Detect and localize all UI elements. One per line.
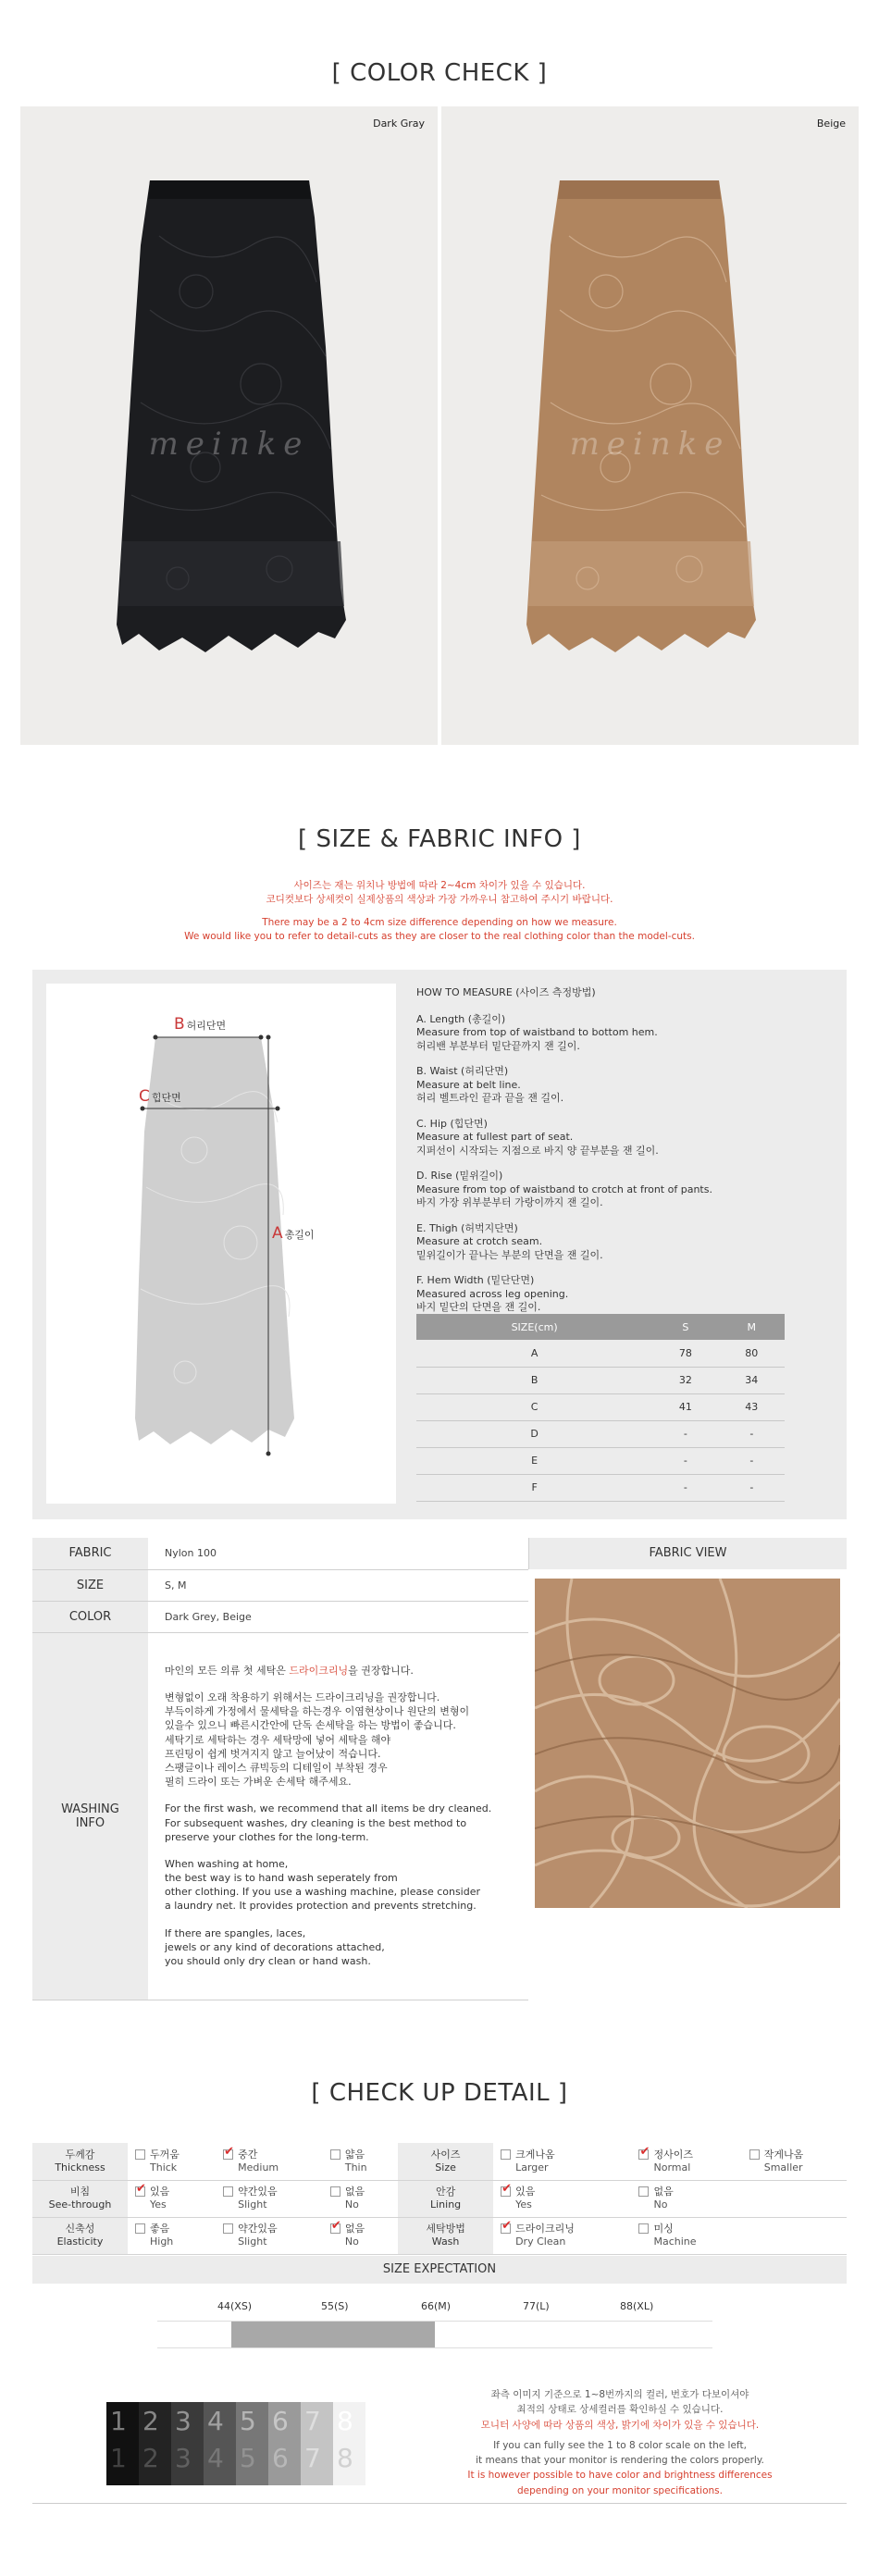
- wash-english-block-1: [165, 1802, 512, 1844]
- how-to-english: Measure at belt line.: [416, 1078, 521, 1091]
- option-en: Slight: [238, 2235, 267, 2248]
- how-to-heading: D. Rise (밑위길이): [416, 1170, 503, 1183]
- option-en: No: [653, 2198, 668, 2211]
- wash-en-line: For subsequent washes, dry cleaning is the best method to: [165, 1816, 467, 1829]
- wash-intro: [165, 1664, 512, 1678]
- color-check-panels: [20, 106, 859, 745]
- option-high: [128, 2217, 216, 2254]
- checkbox-icon: [223, 2223, 233, 2234]
- option-en: Thin: [344, 2161, 367, 2174]
- option-lining-no: [631, 2180, 741, 2217]
- how-to-english: Measure at crotch seam.: [416, 1235, 543, 1248]
- fabric-texture-illustration: [535, 1579, 840, 1908]
- how-to-item-hip: [416, 1118, 823, 1158]
- size-value: S, M: [148, 1569, 528, 1601]
- check-header-see-through: [32, 2180, 128, 2217]
- size-label-m: 66(M): [421, 2300, 452, 2312]
- scale-swatch-2: [139, 2402, 171, 2485]
- scale-digit: 6: [272, 2406, 289, 2436]
- empty-cell: [742, 2180, 847, 2217]
- checkbox-icon: [330, 2149, 340, 2160]
- scale-swatch-4: [204, 2402, 236, 2485]
- how-to-english: Measure at fullest part of seat.: [416, 1131, 574, 1144]
- color-row: [32, 1601, 528, 1632]
- how-to-item-hem: [416, 1274, 823, 1315]
- checked-checkbox-icon: [330, 2223, 340, 2234]
- table-row: [416, 1420, 785, 1447]
- table-cell: F: [416, 1474, 652, 1501]
- checkbox-icon: [501, 2149, 511, 2160]
- monitor-en-line: it means that your monitor is rendering the colors properly.: [476, 2455, 764, 2467]
- table-cell: 78: [652, 1340, 718, 1367]
- measure-text-b: 허리단면: [186, 1020, 227, 1032]
- wash-intro-a: 마인의 모든 의류 첫 세탁은: [165, 1664, 290, 1677]
- checkbox-icon: [330, 2186, 340, 2197]
- measure-label-a: [272, 1224, 315, 1243]
- check-header-ko: 두께감: [65, 2149, 95, 2161]
- table-cell: -: [719, 1474, 785, 1501]
- checked-checkbox-icon: [223, 2149, 233, 2160]
- scale-digit: 4: [207, 2406, 224, 2436]
- how-to-item-length: [416, 1013, 823, 1054]
- watermark-beige: meinke: [569, 426, 731, 463]
- wash-en-line: If there are spangles, laces,: [165, 1926, 306, 1939]
- table-row: [416, 1474, 785, 1501]
- notice-en-line-1: There may be a 2 to 4cm size difference depending on how we measure.: [262, 917, 617, 928]
- scale-swatch-3: [171, 2402, 204, 2485]
- option-slight: [216, 2217, 323, 2254]
- scale-digit: 1: [110, 2406, 127, 2436]
- washing-row: [32, 1632, 528, 2000]
- option-thin: [323, 2143, 398, 2180]
- washing-info-text: [148, 1632, 528, 2000]
- measure-label-c: [139, 1087, 181, 1106]
- check-header-en: See-through: [48, 2198, 112, 2211]
- option-normal: [631, 2143, 741, 2180]
- how-to-heading: B. Waist (허리단면): [416, 1065, 509, 1078]
- wash-english-block-2: [165, 1857, 512, 1913]
- option-ko: 약간있음: [238, 2186, 278, 2198]
- color-value: Dark Grey, Beige: [148, 1601, 528, 1632]
- check-header-size: [398, 2143, 493, 2180]
- option-no: [323, 2180, 398, 2217]
- option-dry-clean: [493, 2217, 631, 2254]
- monitor-ko-line: 좌측 이미지 기준으로 1~8번까지의 컬러, 번호가 다보이셔야: [490, 2389, 749, 2400]
- check-header-thickness: [32, 2143, 128, 2180]
- color-check-title: [ COLOR CHECK ]: [331, 59, 548, 87]
- washing-info-label: [32, 1632, 148, 2000]
- option-ko: 있음: [515, 2186, 536, 2198]
- watermark-dark: meinke: [148, 426, 310, 463]
- option-yes: [128, 2180, 216, 2217]
- check-header-en: Size: [435, 2161, 456, 2174]
- table-cell: C: [416, 1393, 652, 1420]
- how-to-korean: 바지 밑단의 단면을 잰 길이.: [416, 1301, 541, 1314]
- option-en: Medium: [238, 2161, 279, 2174]
- check-header-wash: [398, 2217, 493, 2254]
- color-label: COLOR: [32, 1601, 148, 1632]
- scale-swatch-7: [301, 2402, 333, 2485]
- checked-checkbox-icon: [135, 2186, 145, 2197]
- table-cell: -: [652, 1420, 718, 1447]
- option-en: Slight: [238, 2198, 267, 2211]
- option-lining-yes: [493, 2180, 631, 2217]
- notice-ko-line-1: 사이즈는 재는 위치나 방법에 따라 2~4cm 차이가 있을 수 있습니다.: [293, 880, 586, 891]
- wash-ko-line: 필히 드라이 또는 가벼운 손세탁 해주세요.: [165, 1776, 352, 1789]
- notice-ko-line-2: 코디컷보다 상세컷이 실제상품의 색상과 가장 가까우니 참고하여 주시기 바랍니다.: [266, 894, 613, 906]
- check-header-en: Elasticity: [56, 2235, 104, 2248]
- monitor-ko-warning: 모니터 사양에 따라 상품의 색상, 밝기에 차이가 있을 수 있습니다.: [480, 2419, 760, 2431]
- wash-en-line: preserve your clothes for the long-term.: [165, 1830, 369, 1843]
- option-ko: 없음: [344, 2223, 365, 2235]
- size-table-header: [416, 1314, 785, 1340]
- washing-label-line-1: WASHING: [61, 1802, 119, 1816]
- size-label-xs: 44(XS): [217, 2300, 253, 2312]
- scale-digit: 7: [304, 2406, 321, 2436]
- scale-digit: 3: [175, 2406, 192, 2436]
- checkbox-icon: [638, 2223, 649, 2234]
- how-to-item-thigh: [416, 1222, 823, 1263]
- fabric-value: Nylon 100: [148, 1538, 528, 1569]
- option-en: No: [344, 2235, 359, 2248]
- option-machine: [631, 2217, 741, 2254]
- monitor-ko-line: 최적의 상태로 상세컬러를 확인하실 수 있습니다.: [516, 2404, 724, 2416]
- check-up-title: [ CHECK UP DETAIL ]: [311, 2079, 568, 2107]
- how-to-english: Measure from top of waistband to bottom hem.: [416, 1026, 658, 1039]
- table-cell: -: [652, 1447, 718, 1474]
- how-to-heading: A. Length (총길이): [416, 1012, 506, 1025]
- scale-digit: 8: [337, 2406, 353, 2436]
- wash-en-line: For the first wash, we recommend that all items be dry cleaned.: [165, 1802, 492, 1815]
- how-to-heading: E. Thigh (허벅지단면): [416, 1221, 518, 1234]
- how-to-korean: 바지 가장 위부분부터 가랑이까지 잰 길이.: [416, 1196, 603, 1209]
- measure-text-c: 힙단면: [151, 1092, 181, 1104]
- monitor-en-warning: It is however possible to have color and brightness differences: [467, 2470, 773, 2482]
- checkbox-icon: [749, 2149, 760, 2160]
- how-to-heading: C. Hip (힙단면): [416, 1117, 488, 1130]
- how-to-measure: [416, 986, 823, 1327]
- measure-letter-b: B: [174, 1015, 185, 1034]
- check-header-lining: [398, 2180, 493, 2217]
- size-notice-korean: [0, 879, 879, 907]
- option-en: No: [344, 2198, 359, 2211]
- fabric-row: [32, 1538, 528, 1569]
- size-expectation-bar: [157, 2321, 712, 2348]
- how-to-measure-title: HOW TO MEASURE (사이즈 측정방법): [416, 986, 596, 998]
- wash-english-block-3: [165, 1926, 512, 1969]
- table-cell: -: [719, 1420, 785, 1447]
- option-en: High: [150, 2235, 174, 2248]
- fabric-view-image: [535, 1579, 840, 1908]
- size-expectation-title: SIZE EXPECTATION: [32, 2256, 847, 2284]
- how-to-english: Measured across leg opening.: [416, 1287, 569, 1300]
- scale-digit: 5: [240, 2406, 256, 2436]
- check-header-en: Wash: [431, 2235, 460, 2248]
- check-row-elasticity-wash: [32, 2217, 847, 2254]
- scale-swatch-6: [268, 2402, 301, 2485]
- empty-cell: [742, 2217, 847, 2254]
- scale-swatch-5: [236, 2402, 268, 2485]
- table-cell: 34: [719, 1367, 785, 1393]
- checkbox-icon: [135, 2149, 145, 2160]
- option-en: Machine: [653, 2235, 697, 2248]
- wash-ko-line: 세탁기로 세탁하는 경우 세탁망에 넣어 세탁을 해야: [165, 1733, 391, 1746]
- monitor-en-line: If you can fully see the 1 to 8 color scale on the left,: [493, 2439, 747, 2451]
- how-to-english: Measure from top of waistband to crotch at front of pants.: [416, 1183, 712, 1195]
- option-ko: 없음: [344, 2186, 365, 2198]
- option-ko: 정사이즈: [653, 2149, 693, 2161]
- scale-digit-lower: 7: [304, 2443, 321, 2473]
- table-row: [416, 1393, 785, 1420]
- option-ko: 좋음: [150, 2223, 170, 2235]
- size-fabric-title: [ SIZE & FABRIC INFO ]: [298, 825, 581, 853]
- checkbox-icon: [223, 2186, 233, 2197]
- how-to-korean: 밑위길이가 끝나는 부분의 단면을 잰 길이.: [416, 1248, 603, 1261]
- fabric-label: FABRIC: [32, 1538, 148, 1569]
- measure-label-b: [174, 1015, 226, 1034]
- how-to-korean: 지퍼선이 시작되는 지점으로 바지 양 끝부분을 잰 길이.: [416, 1144, 659, 1157]
- color-name-dark-gray: Dark Gray: [373, 118, 425, 130]
- monitor-info: [426, 2387, 814, 2498]
- checkbox-icon: [135, 2223, 145, 2234]
- wash-ko-line: 스팽글이나 레이스 큐빅등의 디테일이 부착된 경우: [165, 1761, 388, 1774]
- checked-checkbox-icon: [638, 2149, 649, 2160]
- checked-checkbox-icon: [501, 2223, 511, 2234]
- table-cell: 43: [719, 1393, 785, 1420]
- bottom-divider: [32, 2503, 847, 2504]
- scale-swatch-8: [333, 2402, 365, 2485]
- check-header-elasticity: [32, 2217, 128, 2254]
- how-to-item-waist: [416, 1065, 823, 1106]
- table-row: [416, 1340, 785, 1367]
- option-ko: 얇음: [344, 2149, 365, 2161]
- check-row-thickness-size: [32, 2143, 847, 2180]
- monitor-en-warning: depending on your monitor specifications.: [517, 2484, 723, 2496]
- check-header-en: Lining: [429, 2198, 462, 2211]
- option-en: Normal: [653, 2161, 691, 2174]
- size-label-l: 77(L): [523, 2300, 550, 2312]
- option-ko: 두꺼움: [150, 2149, 180, 2161]
- option-en: Yes: [515, 2198, 532, 2211]
- size-table-header-cell: S: [652, 1314, 718, 1340]
- wash-ko-line: 부득이하게 가정에서 물세탁을 하는경우 이염현상이나 원단의 변형이: [165, 1705, 470, 1718]
- wash-intro-highlight: 드라이크리닝: [289, 1664, 349, 1677]
- option-en: Smaller: [763, 2161, 803, 2174]
- washing-label-line-2: INFO: [75, 1815, 105, 1830]
- option-ko: 미싱: [653, 2223, 674, 2235]
- table-cell: B: [416, 1367, 652, 1393]
- wash-ko-line: 있을수 있으니 빠른시간안에 단독 손세탁을 하는 방법이 좋습니다.: [165, 1719, 456, 1732]
- size-table-header-cell: M: [719, 1314, 785, 1340]
- size-table-header-cell: SIZE(cm): [416, 1314, 652, 1340]
- checkbox-icon: [638, 2186, 649, 2197]
- color-panel-beige: [441, 106, 859, 745]
- check-header-ko: 세탁방법: [426, 2223, 465, 2235]
- wash-intro-c: 을 권장합니다.: [348, 1664, 414, 1677]
- size-label-s: 55(S): [321, 2300, 349, 2312]
- measurement-diagram: [46, 984, 396, 1504]
- notice-en-line-2: We would like you to refer to detail-cuts as they are closer to the real clothing color than the model-cuts.: [184, 931, 695, 943]
- how-to-korean: 허리밴 부분부터 밑단끝까지 잰 길이.: [416, 1039, 580, 1052]
- option-no: [323, 2217, 398, 2254]
- scale-digit-lower: 5: [240, 2443, 256, 2473]
- wash-en-line: you should only dry clean or hand wash.: [165, 1954, 371, 1967]
- scale-digit-lower: 3: [175, 2443, 192, 2473]
- option-en: Dry Clean: [515, 2235, 566, 2248]
- fabric-view-title: FABRIC VIEW: [528, 1538, 847, 1569]
- scale-digit-lower: 2: [142, 2443, 159, 2473]
- table-cell: A: [416, 1340, 652, 1367]
- color-name-beige: Beige: [816, 118, 846, 130]
- size-expectation-fill: [231, 2322, 435, 2347]
- option-larger: [493, 2143, 631, 2180]
- option-ko: 작게나옴: [763, 2149, 804, 2161]
- table-cell: D: [416, 1420, 652, 1447]
- how-to-heading: F. Hem Width (밑단단면): [416, 1274, 535, 1287]
- measure-text-a: 총길이: [284, 1229, 315, 1241]
- check-header-ko: 사이즈: [430, 2149, 461, 2161]
- measure-letter-a: A: [272, 1224, 283, 1243]
- table-cell: E: [416, 1447, 652, 1474]
- wash-ko-line: 프린팅이 쉽게 벗겨지지 않고 늘어났이 적습니다.: [165, 1747, 381, 1760]
- measurement-section: [32, 970, 847, 1519]
- table-cell: -: [652, 1474, 718, 1501]
- option-en: Thick: [150, 2161, 178, 2174]
- scale-digit-lower: 6: [272, 2443, 289, 2473]
- checked-checkbox-icon: [501, 2186, 511, 2197]
- check-header-en: Thickness: [55, 2161, 105, 2174]
- wash-ko-line: 변형없이 오래 착용하기 위해서는 드라이크리닝을 권장합니다.: [165, 1691, 440, 1704]
- wash-korean-block: [165, 1690, 512, 1789]
- option-en: Yes: [150, 2198, 167, 2211]
- table-row: [416, 1367, 785, 1393]
- fabric-info-table: [32, 1538, 528, 2000]
- wash-en-line: other clothing. If you use a washing machine, please consider: [165, 1886, 481, 1899]
- monitor-color-scale: [106, 2402, 365, 2485]
- check-header-ko: 신축성: [65, 2223, 95, 2235]
- size-label: SIZE: [32, 1569, 148, 1601]
- size-notice-english: [0, 916, 879, 944]
- table-cell: 32: [652, 1367, 718, 1393]
- scale-digit-lower: 4: [207, 2443, 224, 2473]
- option-smaller: [742, 2143, 847, 2180]
- scale-digit-lower: 8: [337, 2443, 353, 2473]
- option-thick: [128, 2143, 216, 2180]
- table-row: [416, 1447, 785, 1474]
- option-ko: 있음: [150, 2186, 170, 2198]
- option-ko: 없음: [653, 2186, 674, 2198]
- option-ko: 약간있음: [238, 2223, 278, 2235]
- table-cell: -: [719, 1447, 785, 1474]
- option-ko: 드라이크리닝: [515, 2223, 575, 2235]
- color-panel-dark-gray: [20, 106, 438, 745]
- wash-en-line: the best way is to hand wash seperately from: [165, 1872, 398, 1885]
- scale-swatch-1: [106, 2402, 139, 2485]
- wash-en-line: When washing at home,: [165, 1857, 289, 1870]
- how-to-item-rise: [416, 1170, 823, 1210]
- how-to-korean: 허리 벨트라인 끝과 끝을 잰 길이.: [416, 1092, 564, 1105]
- option-ko: 크게나옴: [515, 2149, 555, 2161]
- check-row-seethrough-lining: [32, 2180, 847, 2217]
- option-slight: [216, 2180, 323, 2217]
- check-header-ko: 안감: [435, 2186, 456, 2198]
- size-label-xl: 88(XL): [620, 2300, 654, 2312]
- table-cell: 41: [652, 1393, 718, 1420]
- measurement-skirt-illustration: [46, 984, 396, 1504]
- option-ko: 중간: [238, 2149, 258, 2161]
- option-en: Larger: [515, 2161, 549, 2174]
- check-header-ko: 비침: [69, 2186, 91, 2198]
- option-medium: [216, 2143, 323, 2180]
- wash-en-line: a laundry net. It provides protection and prevents stretching.: [165, 1900, 477, 1913]
- wash-en-line: jewels or any kind of decorations attached,: [165, 1940, 385, 1953]
- scale-digit: 2: [142, 2406, 159, 2436]
- measure-letter-c: C: [139, 1087, 150, 1106]
- scale-digit-lower: 1: [110, 2443, 127, 2473]
- size-table: [416, 1314, 785, 1502]
- check-up-table: [32, 2143, 847, 2255]
- table-cell: 80: [719, 1340, 785, 1367]
- size-row: [32, 1569, 528, 1601]
